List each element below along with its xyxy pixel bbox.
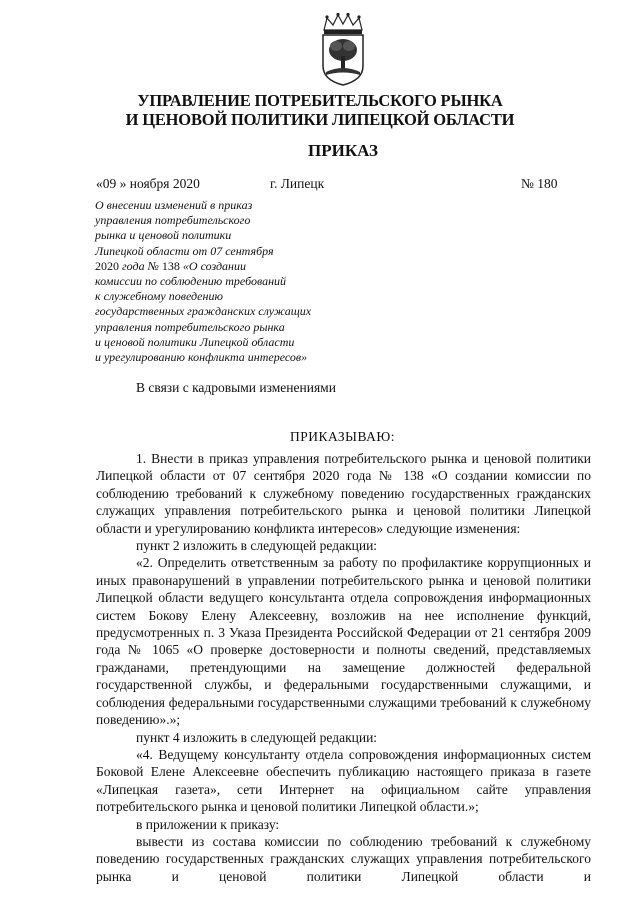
preamble-reason: В связи с кадровыми изменениями [136, 380, 336, 395]
paragraph-2: пункт 2 изложить в следующей редакции: [136, 538, 378, 554]
issuer-line-1: УПРАВЛЕНИЕ ПОТРЕБИТЕЛЬСКОГО РЫНКА [137, 91, 503, 110]
order-directive-word: ПРИКАЗЫВАЮ: [290, 429, 395, 444]
paragraph-6: в приложении к приказу: [136, 816, 280, 832]
paragraph-7: вывести из состава комиссии по соблюдению требований к служебному поведению государственных гражданских служащих управления потребительского рынка и ценовой политики Липецкой области и [96, 833, 591, 884]
subject-line: и урегулированию конфликта интересов» [95, 350, 308, 365]
paragraph-1: 1. Внести в приказ управления потребительского рынка и ценовой политики Липецкой области от 07 сентября 2020 года № 138 «О создании комиссии по соблюдению требований к служебному поведению государственных гражданских служащих управления потребительского рынка и ценовой политики Липецкой области и урегулированию конфликта интересов» следующие изменения: [96, 451, 591, 536]
order-number: № 180 [521, 176, 558, 191]
order-body [96, 450, 591, 885]
subject-line: и ценовой политики Липецкой области [95, 334, 295, 349]
subject-line: управления потребительского [95, 213, 251, 228]
subject-line: комиссии по соблюдению требований [95, 274, 287, 289]
subject-line: 2020 года № 138 «О создании [95, 258, 247, 273]
order-date: «09 » ноября 2020 [96, 176, 200, 191]
issuer-line-2: И ЦЕНОВОЙ ПОЛИТИКИ ЛИПЕЦКОЙ ОБЛАСТИ [125, 110, 515, 129]
order-city: г. Липецк [270, 176, 325, 191]
paragraph-4: пункт 4 изложить в следующей редакции: [136, 729, 378, 745]
subject-line: управления потребительского рынка [95, 319, 285, 334]
subject-line: Липецкой области от 07 сентября [95, 243, 274, 258]
subject-line: рынка и ценовой политики [95, 228, 232, 243]
coat-of-arms-emblem [318, 12, 368, 86]
order-subject [95, 198, 311, 365]
document-type-title: ПРИКАЗ [308, 141, 378, 160]
paragraph-3: «2. Определить ответственным за работу по профилактике коррупционных и иных правонарушений в управлении потребительского рынка и ценовой политики Липецкой области ведущего консультанта отдела сопровождения информационных систем Бокову Елену Алексеевну, возложив на нее исполнение функций, предусмотренных п. 3 Указа Президента Российской Федерации от 21 сентября 2009 года № 1065 «О проверке достоверности и полноты сведений, представляемых гражданами, претендующими на замещение должностей федеральной государственной службы, и федеральными государственными служащими, и соблюдения федеральными государственными служащими требований к служебному поведению».»; [96, 555, 591, 728]
subject-line: государственных гражданских служащих [95, 304, 312, 319]
subject-line: О внесении изменений в приказ [95, 198, 253, 212]
issuer-name [0, 91, 640, 129]
paragraph-5: «4. Ведущему консультанту отдела сопровождения информационных систем Боковой Елене Алексеевне обеспечить публикацию настоящего приказа в газете «Липецкая газета», сети Интернет на официальном сайте управления потребительского рынка и ценовой политики Липецкой области.»; [96, 746, 591, 815]
subject-line: к служебному поведению [95, 289, 223, 304]
